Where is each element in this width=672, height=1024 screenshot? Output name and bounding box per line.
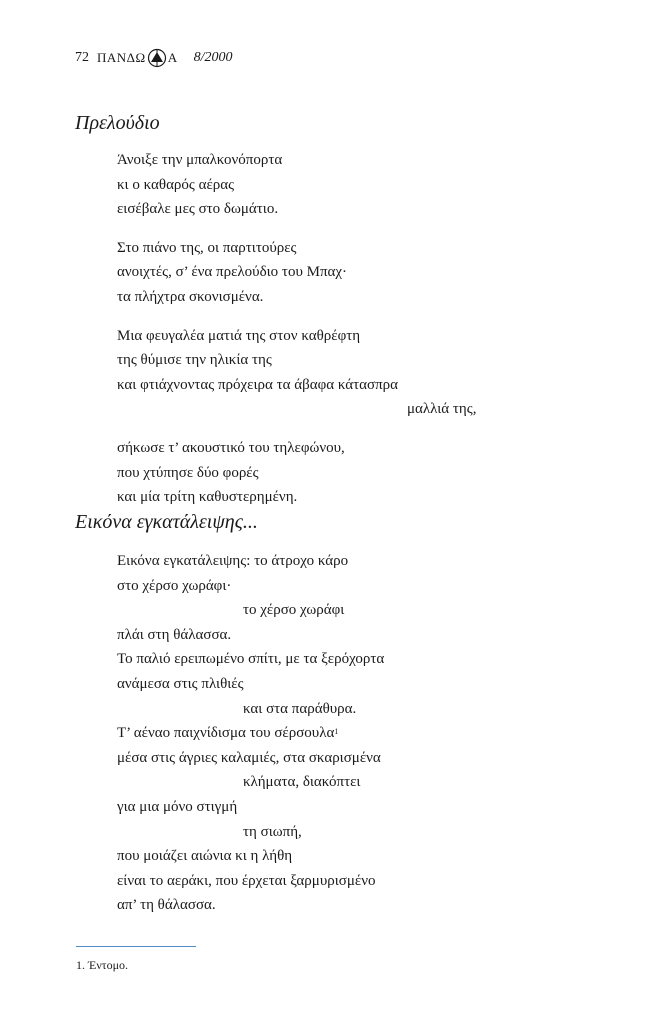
poem-line: Το παλιό ερειπωμένο σπίτι, με τα ξερόχορτα [117, 651, 385, 668]
poem-line: μέσα στις άγριες καλαμιές, στα σκαρισμένα [117, 749, 381, 766]
poem-line-text: Τ’ αέναο παιχνίδισμα του σέρσουλα [117, 725, 335, 742]
journal-logo [97, 48, 178, 68]
journal-name-left: ΠΑΝΔΩ [97, 50, 146, 65]
poem-line: μαλλιά της, [407, 401, 477, 418]
stanza-break [117, 310, 476, 324]
poem-line: και φτιάχνοντας πρόχειρα τα άβαφα κάτασπρα [117, 376, 399, 393]
poem-line: το χέρσο χωράφι [243, 602, 345, 619]
footnote: 1. Έντομο. [76, 958, 129, 972]
poem-line: της θύμισε την ηλικία της [117, 352, 272, 369]
poem-line: ανάμεσα στις πλιθιές [117, 675, 244, 692]
stanza-break [117, 222, 476, 236]
poem-line: που μοιάζει αιώνια κι η λήθη [117, 848, 293, 865]
poem-line [117, 721, 384, 746]
poem-line: Στο πιάνο της, οι παρτιτούρες [117, 239, 297, 256]
footnote-ref: 1 [334, 727, 339, 737]
poem-line: εισέβαλε μες στο δωμάτιο. [117, 201, 279, 218]
poem-line: Εικόνα εγκατάλειψης: το άτροχο κάρο [117, 553, 349, 569]
poem-line: Άνοιξε την μπαλκονόπορτα [117, 152, 283, 168]
pandora-logo-icon [147, 48, 167, 68]
poem-body-preludio [117, 148, 476, 510]
poem-line: πλάι στη θάλασσα. [117, 626, 232, 643]
poem-title-eikona: Εικόνα εγκατάλειψης... [75, 511, 258, 533]
poem-line: και μία τρίτη καθυστερημένη. [117, 489, 298, 506]
page-number: 72 [75, 50, 89, 65]
poem-line: απ’ τη θάλασσα. [117, 897, 216, 914]
issue-number: 8/2000 [193, 50, 233, 65]
stanza-break [117, 422, 476, 436]
poem-line: τη σιωπή, [243, 823, 302, 840]
running-header [75, 48, 232, 68]
poem-line: τα πλήχτρα σκονισμένα. [117, 288, 264, 305]
footnote-divider [76, 946, 196, 947]
journal-name-right: Α [167, 50, 178, 65]
poem-line: και στα παράθυρα. [243, 700, 357, 717]
poem-line: που χτύπησε δύο φορές [117, 464, 259, 481]
poem-line: ανοιχτές, σ’ ένα πρελούδιο του Μπαχ· [117, 264, 348, 281]
poem-body-eikona [117, 549, 384, 918]
poem-line: κι ο καθαρός αέρας [117, 176, 235, 193]
poem-title-preludio: Πρελούδιο [75, 112, 160, 134]
poem-line: σήκωσε τ’ ακουστικό του τηλεφώνου, [117, 439, 345, 456]
poem-line: Μια φευγαλέα ματιά της στον καθρέφτη [117, 327, 361, 344]
poem-line: στο χέρσο χωράφι· [117, 577, 232, 594]
poem-line: για μια μόνο στιγμή [117, 798, 238, 815]
poem-line: κλήματα, διακόπτει [243, 774, 361, 791]
poem-line: είναι το αεράκι, που έρχεται ξαρμυρισμένο [117, 872, 376, 889]
